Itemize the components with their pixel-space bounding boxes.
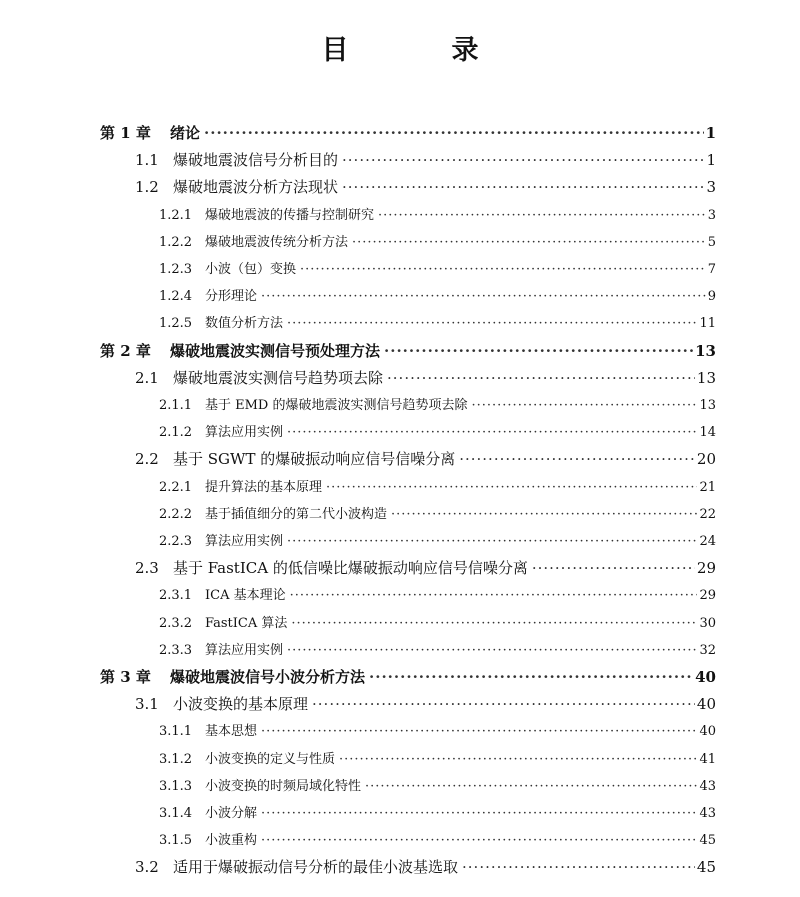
toc-entry-number: 1.2.5 [159,316,193,332]
toc-entry-title: 爆破地震波实测信号趋势项去除 [173,368,384,387]
toc-entry-page: 43 [699,778,716,794]
toc-entry-page: 40 [699,724,716,740]
toc-entry-page: 41 [699,751,716,767]
toc-entry-number: 2.1.2 [159,425,193,441]
toc-entry-title: 小波重构 [205,833,258,849]
toc-entry-number: 1.2 [135,178,159,197]
toc-entry-title: 基于 EMD 的爆破地震波实测信号趋势项去除 [205,398,468,413]
toc-entry-page: 21 [699,479,716,495]
toc-entry[interactable] [159,802,716,821]
toc-entry[interactable] [159,530,716,549]
toc-entry-title: 基本思想 [205,724,258,740]
toc-entry-title: 小波变换的基本原理 [173,695,309,714]
toc-entry-page: 1 [705,124,716,142]
toc-entry-title: 数值分析方法 [205,316,284,332]
toc-entry-title: 绪论 [170,124,201,142]
toc-entry[interactable] [100,666,716,687]
toc-entry[interactable] [135,149,716,170]
toc-entry[interactable] [159,421,716,440]
toc-entry-page: 29 [696,559,716,578]
toc-entry-title: 提升算法的基本原理 [205,479,323,495]
toc-entry[interactable] [159,720,716,739]
toc-entry-title: 爆破地震波实测信号预处理方法 [170,341,381,360]
toc-entry-number: 3.1.4 [159,806,193,821]
toc-entry-page: 43 [699,806,716,821]
dot-leader [300,262,706,277]
toc-entry-page: 13 [699,398,716,413]
toc-entry-number: 1.1 [135,151,159,170]
dot-leader [342,178,704,196]
toc-entry[interactable] [159,476,716,495]
toc-entry-title: 基于插值细分的第二代小波构造 [205,506,388,522]
toc-entry-title: 小波变换的定义与性质 [205,751,336,767]
toc-entry[interactable] [159,584,716,603]
toc-entry-title: 基于 FastICA 的低信噪比爆破振动响应信号信噪分离 [173,559,528,578]
toc-entry-page: 32 [699,642,716,658]
dot-leader [326,480,697,495]
toc-entry-number: 第 3 章 [100,668,151,686]
toc-entry[interactable] [159,231,716,250]
toc-entry-page: 30 [699,615,716,631]
toc-entry-number: 3.1.5 [159,833,193,849]
dot-leader [287,643,697,658]
dot-leader [261,289,706,304]
toc-entry-page: 3 [706,178,716,197]
dot-leader [261,724,697,739]
toc-entry-page: 13 [695,341,716,360]
dot-leader [472,398,698,413]
toc-entry-number: 2.2.3 [159,534,193,549]
dot-leader [261,833,697,848]
toc-entry[interactable] [159,258,716,277]
toc-entry-title: 算法应用实例 [205,425,284,441]
toc-entry[interactable] [159,503,716,522]
toc-entry-number: 2.3 [135,559,159,578]
dot-leader [287,316,697,331]
toc-entry-page: 5 [707,234,716,250]
toc-entry[interactable] [135,693,716,714]
dot-leader [352,235,706,250]
toc-entry-page: 45 [699,833,716,849]
toc-entry-number: 第 2 章 [100,341,151,360]
toc-entry[interactable] [159,639,716,658]
toc-entry[interactable] [159,829,716,848]
dot-leader [532,559,695,577]
toc-entry[interactable] [100,122,716,143]
toc-entry[interactable] [159,748,716,767]
dot-leader [291,616,697,631]
toc-entry[interactable] [135,557,716,578]
toc-entry[interactable] [135,176,716,197]
toc-entry[interactable] [100,340,716,361]
toc-entry-page: 14 [699,425,716,441]
toc-entry[interactable] [159,775,716,794]
toc-entry[interactable] [159,285,716,304]
toc-entry-number: 2.2 [135,450,159,469]
toc-entry-number: 3.1 [135,695,159,714]
toc-entry-title: 分形理论 [205,289,258,305]
toc-entry-page: 1 [706,151,716,170]
toc-entry[interactable] [159,394,716,413]
toc-entry-page: 13 [696,368,716,387]
toc-entry-title: 爆破地震波信号小波分析方法 [170,668,366,686]
toc-entry[interactable] [159,612,716,631]
toc-entry-page: 3 [707,207,716,223]
dot-leader [365,779,697,794]
toc-entry-number: 3.1.2 [159,751,193,767]
toc-entry-title: 基于 SGWT 的爆破振动响应信号信噪分离 [173,450,456,469]
dot-leader [290,588,698,603]
toc-entry-title: 爆破地震波信号分析目的 [173,151,339,170]
toc-entry-title: FastICA 算法 [205,615,288,631]
toc-entry-page: 9 [707,289,716,305]
toc-entry-title: 小波分解 [205,806,258,821]
dot-leader [459,450,695,468]
toc-entry-page: 11 [699,316,716,332]
dot-leader [462,858,695,876]
toc-entry-number: 1.2.4 [159,289,193,305]
toc-entry-title: 适用于爆破振动信号分析的最佳小波基选取 [173,858,459,877]
toc-entry-number: 2.2.1 [159,479,193,495]
toc-entry-page: 7 [707,262,716,277]
toc-entry-title: 爆破地震波传统分析方法 [205,234,349,250]
toc-entry-page: 24 [699,534,716,549]
dot-leader [287,425,697,440]
toc-entry-number: 2.3.2 [159,615,193,631]
dot-leader [387,369,695,387]
page-title: 目 录 [321,35,517,66]
toc-entry-title: ICA 基本理论 [205,588,286,604]
toc-entry-number: 3.1.1 [159,724,193,740]
dot-leader [378,208,706,223]
toc-entry-number: 2.3.1 [159,588,193,604]
toc-entry[interactable] [135,367,716,388]
dot-leader [261,806,697,821]
toc-entry[interactable] [135,856,716,877]
toc-entry-page: 45 [696,858,716,877]
dot-leader [384,342,693,360]
toc-entry-number: 2.1 [135,368,159,387]
dot-leader [339,752,697,767]
toc-entry-number: 3.2 [135,858,159,877]
toc-entry-title: 爆破地震波的传播与控制研究 [205,207,375,223]
toc-entry-number: 第 1 章 [100,124,151,142]
toc-entry-page: 40 [695,668,716,686]
toc-entry-page: 22 [699,506,716,522]
toc-entry-number: 2.3.3 [159,642,193,658]
dot-leader [342,151,704,169]
toc-entry[interactable] [159,204,716,223]
dot-leader [204,124,704,142]
toc-entry-number: 3.1.3 [159,778,193,794]
dot-leader [312,695,695,713]
toc-entry[interactable] [135,448,716,469]
toc-entry-title: 算法应用实例 [205,534,284,549]
toc-entry-title: 小波（包）变换 [205,262,297,277]
toc-entry-title: 小波变换的时频局域化特性 [205,778,362,794]
dot-leader [369,668,693,686]
dot-leader [391,507,697,522]
toc-entry-number: 2.1.1 [159,398,193,413]
toc-entry-page: 40 [696,695,716,714]
toc-entry-number: 1.2.3 [159,262,193,277]
toc-entry-number: 1.2.2 [159,234,193,250]
toc-entry-page: 29 [699,588,716,604]
toc-entry[interactable] [159,312,716,331]
toc-entry-number: 2.2.2 [159,506,193,522]
toc-entry-number: 1.2.1 [159,207,193,223]
dot-leader [287,534,697,549]
toc-entry-title: 爆破地震波分析方法现状 [173,178,339,197]
toc-entry-title: 算法应用实例 [205,642,284,658]
toc-entry-page: 20 [696,450,716,469]
